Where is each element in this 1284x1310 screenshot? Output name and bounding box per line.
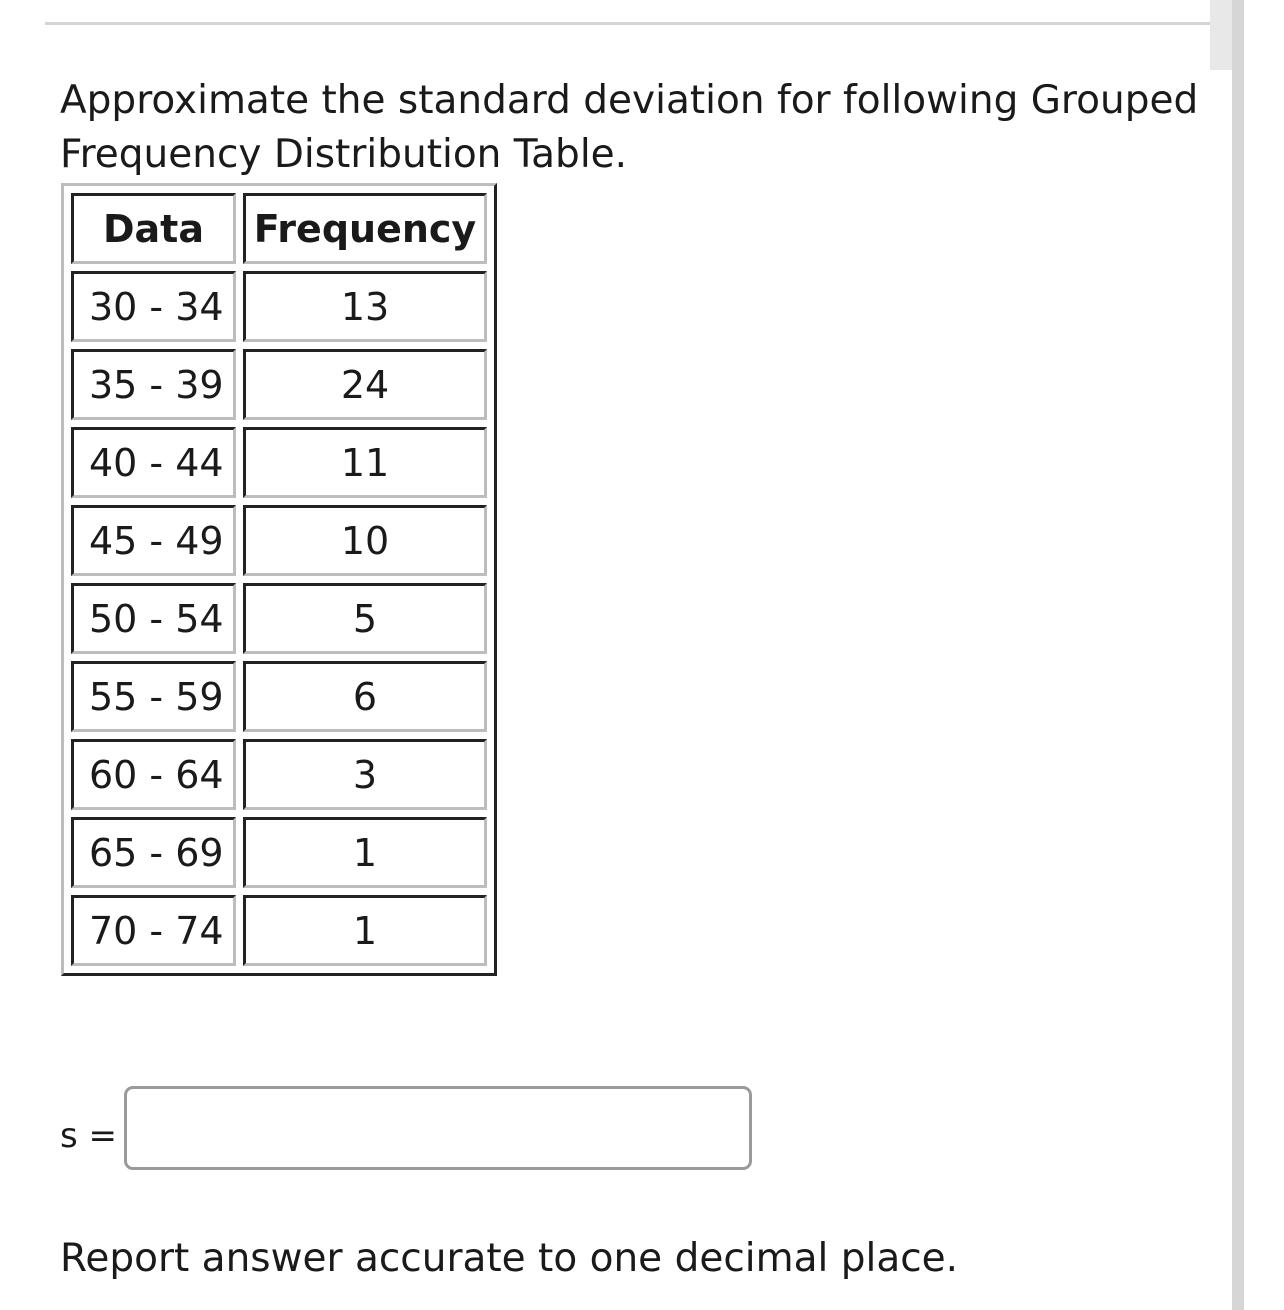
table-row: [71, 271, 487, 342]
data-cell: 45 - 49: [71, 505, 236, 576]
frequency-cell: 24: [243, 349, 487, 420]
frequency-cell: 6: [243, 661, 487, 732]
data-cell: 55 - 59: [71, 661, 236, 732]
data-cell: 30 - 34: [71, 271, 236, 342]
header-data: Data: [71, 193, 236, 264]
table-row: [71, 427, 487, 498]
table-header-row: [71, 193, 487, 264]
table-row: [71, 505, 487, 576]
data-cell: 35 - 39: [71, 349, 236, 420]
data-cell: 40 - 44: [71, 427, 236, 498]
table-row: [71, 739, 487, 810]
answer-input[interactable]: [124, 1086, 752, 1170]
answer-label: s =: [60, 1116, 118, 1156]
table-row: [71, 661, 487, 732]
instruction-note: Report answer accurate to one decimal place.: [60, 1236, 959, 1281]
header-frequency: Frequency: [243, 193, 487, 264]
frequency-cell: 11: [243, 427, 487, 498]
data-cell: 60 - 64: [71, 739, 236, 810]
frequency-table: [61, 183, 497, 976]
frequency-cell: 3: [243, 739, 487, 810]
table-row: [71, 583, 487, 654]
table-row: [71, 349, 487, 420]
frequency-cell: 5: [243, 583, 487, 654]
frequency-cell: 1: [243, 817, 487, 888]
frequency-cell: 1: [243, 895, 487, 966]
table-row: [71, 895, 487, 966]
scrollbar-track[interactable]: [1232, 0, 1244, 1310]
top-divider: [45, 22, 1240, 25]
frequency-cell: 10: [243, 505, 487, 576]
question-text: Approximate the standard deviation for following Grouped Frequency Distribution Table.: [60, 78, 1199, 177]
data-cell: 70 - 74: [71, 895, 236, 966]
data-cell: 50 - 54: [71, 583, 236, 654]
table-row: [71, 817, 487, 888]
data-cell: 65 - 69: [71, 817, 236, 888]
frequency-cell: 13: [243, 271, 487, 342]
